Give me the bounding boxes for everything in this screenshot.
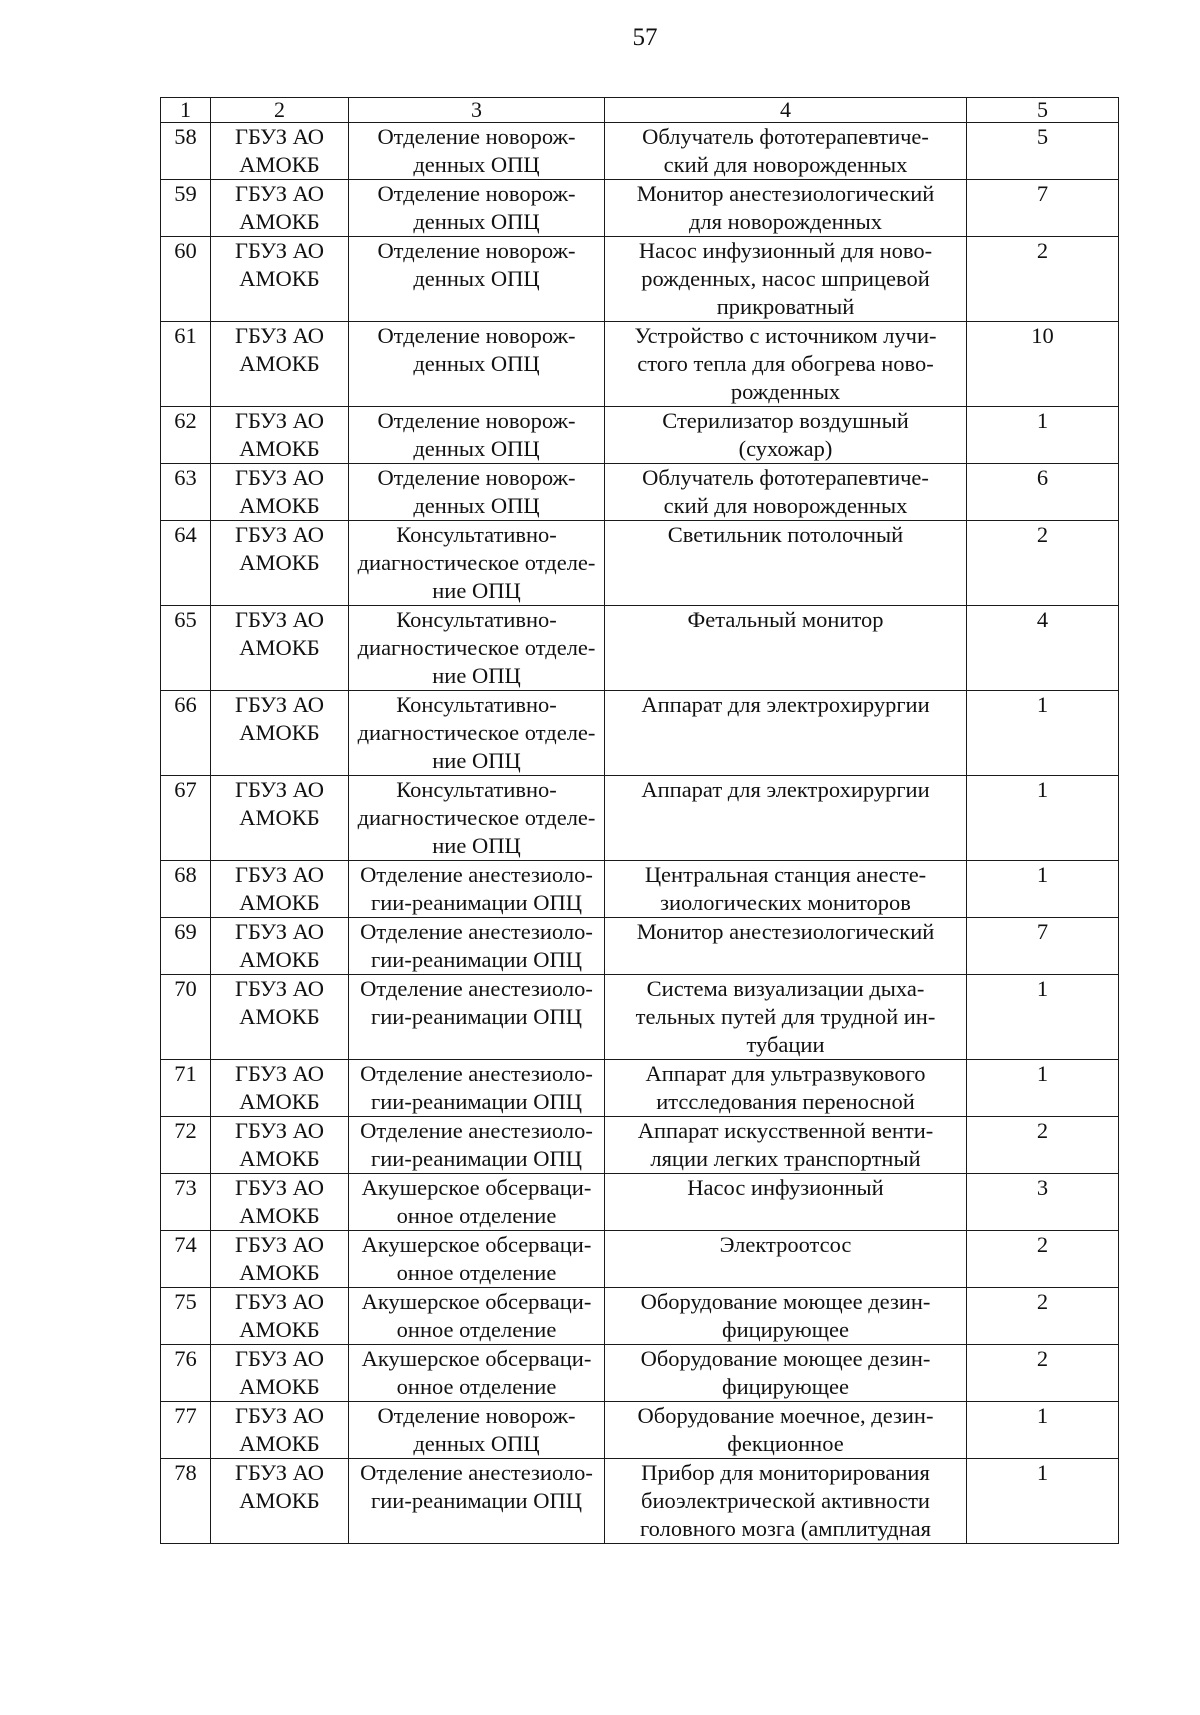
organization-cell: [211, 918, 349, 975]
equipment-line: Оборудование моющее дезин-: [640, 1289, 931, 1314]
department-cell: [349, 1288, 605, 1345]
column-header: 4: [605, 98, 967, 123]
equipment-line: Прибор для мониторирования: [641, 1460, 930, 1485]
department-cell: [349, 1060, 605, 1117]
equipment-cell: [605, 123, 967, 180]
quantity-cell: 3: [967, 1174, 1119, 1231]
organization-line: АМОКБ: [239, 1374, 320, 1399]
organization-line: ГБУЗ АО: [234, 1403, 325, 1428]
department-cell: [349, 606, 605, 691]
department-line: онное отделение: [396, 1260, 557, 1285]
organization-cell: [211, 1174, 349, 1231]
organization-cell: [211, 1117, 349, 1174]
equipment-line: Насос инфузионный: [687, 1175, 884, 1200]
department-line: Отделение новорож-: [377, 181, 576, 206]
department-line: гии-реанимации ОПЦ: [371, 1004, 582, 1029]
row-number-cell: 72: [161, 1117, 211, 1174]
equipment-line: головного мозга (амплитудная: [640, 1516, 931, 1541]
table-row: [161, 691, 1119, 776]
organization-line: АМОКБ: [239, 1431, 320, 1456]
organization-line: ГБУЗ АО: [234, 522, 325, 547]
organization-cell: [211, 975, 349, 1060]
table-row: [161, 1345, 1119, 1402]
department-line: ние ОПЦ: [432, 578, 521, 603]
organization-line: ГБУЗ АО: [234, 919, 325, 944]
table-row: [161, 1060, 1119, 1117]
row-number-cell: 63: [161, 464, 211, 521]
equipment-cell: [605, 322, 967, 407]
department-cell: [349, 237, 605, 322]
table-row: [161, 1231, 1119, 1288]
department-cell: [349, 918, 605, 975]
organization-cell: [211, 861, 349, 918]
equipment-cell: [605, 1060, 967, 1117]
equipment-cell: [605, 606, 967, 691]
column-header: 3: [349, 98, 605, 123]
equipment-cell: [605, 464, 967, 521]
table-row: [161, 776, 1119, 861]
quantity-cell: 2: [967, 521, 1119, 606]
organization-line: ГБУЗ АО: [234, 1061, 325, 1086]
equipment-line: ский для новорожденных: [663, 493, 908, 518]
equipment-cell: [605, 1345, 967, 1402]
department-line: Отделение новорож-: [377, 1403, 576, 1428]
department-line: ние ОПЦ: [432, 833, 521, 858]
table-header-row: [161, 98, 1119, 123]
organization-line: ГБУЗ АО: [234, 1118, 325, 1143]
table-body: [161, 123, 1119, 1544]
column-header: 2: [211, 98, 349, 123]
organization-line: АМОКБ: [239, 947, 320, 972]
organization-line: ГБУЗ АО: [234, 323, 325, 348]
organization-line: ГБУЗ АО: [234, 238, 325, 263]
equipment-line: ский для новорожденных: [663, 152, 908, 177]
department-line: гии-реанимации ОПЦ: [371, 1146, 582, 1171]
table-row: [161, 1117, 1119, 1174]
equipment-line: Фетальный монитор: [687, 607, 884, 632]
table-row: [161, 237, 1119, 322]
department-line: ние ОПЦ: [432, 663, 521, 688]
organization-cell: [211, 1345, 349, 1402]
equipment-line: Светильник потолочный: [667, 522, 904, 547]
row-number-cell: 67: [161, 776, 211, 861]
organization-line: АМОКБ: [239, 805, 320, 830]
organization-line: АМОКБ: [239, 1317, 320, 1342]
department-cell: [349, 1174, 605, 1231]
row-number-cell: 73: [161, 1174, 211, 1231]
department-cell: [349, 521, 605, 606]
equipment-line: Оборудование моечное, дезин-: [637, 1403, 934, 1428]
equipment-cell: [605, 407, 967, 464]
row-number-cell: 62: [161, 407, 211, 464]
equipment-line: фекционное: [727, 1431, 844, 1456]
department-line: Отделение анестезиоло-: [360, 1118, 593, 1143]
table-row: [161, 521, 1119, 606]
quantity-cell: 2: [967, 1231, 1119, 1288]
organization-cell: [211, 407, 349, 464]
department-line: онное отделение: [396, 1203, 557, 1228]
organization-cell: [211, 1288, 349, 1345]
row-number-cell: 65: [161, 606, 211, 691]
quantity-cell: 1: [967, 975, 1119, 1060]
quantity-cell: 2: [967, 1345, 1119, 1402]
department-line: денных ОПЦ: [413, 493, 540, 518]
table-row: [161, 1174, 1119, 1231]
organization-line: АМОКБ: [239, 266, 320, 291]
department-line: диагностическое отделе-: [357, 550, 596, 575]
department-line: Отделение анестезиоло-: [360, 1061, 593, 1086]
organization-line: АМОКБ: [239, 550, 320, 575]
table-row: [161, 1402, 1119, 1459]
row-number-cell: 66: [161, 691, 211, 776]
column-header: 1: [161, 98, 211, 123]
department-line: Отделение анестезиоло-: [360, 1460, 593, 1485]
quantity-cell: 2: [967, 1117, 1119, 1174]
organization-line: ГБУЗ АО: [234, 181, 325, 206]
equipment-cell: [605, 1288, 967, 1345]
equipment-cell: [605, 1231, 967, 1288]
department-cell: [349, 1402, 605, 1459]
equipment-line: Облучатель фототерапевтиче-: [642, 124, 929, 149]
department-line: Отделение новорож-: [377, 323, 576, 348]
department-cell: [349, 1117, 605, 1174]
equipment-cell: [605, 1174, 967, 1231]
department-line: гии-реанимации ОПЦ: [371, 1089, 582, 1114]
equipment-line: Аппарат для электрохирургии: [641, 692, 930, 717]
row-number-cell: 59: [161, 180, 211, 237]
organization-cell: [211, 180, 349, 237]
department-line: диагностическое отделе-: [357, 805, 596, 830]
department-cell: [349, 776, 605, 861]
department-line: диагностическое отделе-: [357, 635, 596, 660]
organization-line: АМОКБ: [239, 720, 320, 745]
organization-line: АМОКБ: [239, 436, 320, 461]
equipment-table: [160, 97, 1119, 1544]
equipment-cell: [605, 691, 967, 776]
equipment-cell: [605, 237, 967, 322]
quantity-cell: 2: [967, 1288, 1119, 1345]
equipment-line: Насос инфузионный для ново-: [638, 238, 933, 263]
row-number-cell: 58: [161, 123, 211, 180]
equipment-cell: [605, 776, 967, 861]
equipment-line: (сухожар): [738, 436, 833, 461]
department-line: гии-реанимации ОПЦ: [371, 890, 582, 915]
equipment-line: итсследования переносной: [656, 1089, 915, 1114]
table-row: [161, 407, 1119, 464]
organization-cell: [211, 464, 349, 521]
equipment-line: ляции легких транспортный: [650, 1146, 921, 1171]
quantity-cell: 1: [967, 1060, 1119, 1117]
row-number-cell: 74: [161, 1231, 211, 1288]
department-line: Отделение анестезиоло-: [360, 862, 593, 887]
department-line: онное отделение: [396, 1317, 557, 1342]
department-cell: [349, 1231, 605, 1288]
organization-line: АМОКБ: [239, 152, 320, 177]
organization-cell: [211, 606, 349, 691]
quantity-cell: 4: [967, 606, 1119, 691]
row-number-cell: 64: [161, 521, 211, 606]
equipment-line: Электроотсос: [719, 1232, 852, 1257]
page-number: 57: [632, 24, 658, 51]
department-cell: [349, 464, 605, 521]
organization-line: АМОКБ: [239, 1146, 320, 1171]
column-header: 5: [967, 98, 1119, 123]
quantity-cell: 1: [967, 776, 1119, 861]
table-row: [161, 975, 1119, 1060]
equipment-line: рожденных: [730, 379, 841, 404]
organization-line: АМОКБ: [239, 1089, 320, 1114]
equipment-line: тубации: [746, 1032, 825, 1057]
organization-cell: [211, 123, 349, 180]
department-line: Отделение новорож-: [377, 465, 576, 490]
quantity-cell: 1: [967, 1402, 1119, 1459]
department-line: Акушерское обсерваци-: [361, 1289, 592, 1314]
organization-line: ГБУЗ АО: [234, 124, 325, 149]
department-line: Консультативно-: [396, 607, 557, 632]
organization-line: ГБУЗ АО: [234, 1175, 325, 1200]
equipment-line: биоэлектрической активности: [641, 1488, 930, 1513]
organization-line: АМОКБ: [239, 635, 320, 660]
department-cell: [349, 1345, 605, 1402]
organization-cell: [211, 237, 349, 322]
equipment-line: прикроватный: [716, 294, 855, 319]
equipment-cell: [605, 1459, 967, 1544]
department-line: Акушерское обсерваци-: [361, 1232, 592, 1257]
organization-line: ГБУЗ АО: [234, 607, 325, 632]
equipment-line: Аппарат искусственной венти-: [637, 1118, 934, 1143]
equipment-line: Оборудование моющее дезин-: [640, 1346, 931, 1371]
equipment-cell: [605, 521, 967, 606]
department-cell: [349, 691, 605, 776]
organization-line: ГБУЗ АО: [234, 1460, 325, 1485]
organization-line: ГБУЗ АО: [234, 692, 325, 717]
row-number-cell: 68: [161, 861, 211, 918]
table-row: [161, 322, 1119, 407]
department-cell: [349, 180, 605, 237]
department-cell: [349, 861, 605, 918]
equipment-cell: [605, 918, 967, 975]
department-cell: [349, 322, 605, 407]
department-line: диагностическое отделе-: [357, 720, 596, 745]
department-line: денных ОПЦ: [413, 351, 540, 376]
organization-line: ГБУЗ АО: [234, 862, 325, 887]
quantity-cell: 1: [967, 1459, 1119, 1544]
equipment-line: Система визуализации дыха-: [646, 976, 925, 1001]
equipment-cell: [605, 1402, 967, 1459]
row-number-cell: 69: [161, 918, 211, 975]
quantity-cell: 10: [967, 322, 1119, 407]
row-number-cell: 61: [161, 322, 211, 407]
equipment-line: Стерилизатор воздушный: [662, 408, 909, 433]
organization-line: АМОКБ: [239, 1004, 320, 1029]
department-line: Отделение анестезиоло-: [360, 976, 593, 1001]
quantity-cell: 7: [967, 918, 1119, 975]
row-number-cell: 78: [161, 1459, 211, 1544]
table-row: [161, 861, 1119, 918]
organization-cell: [211, 1060, 349, 1117]
quantity-cell: 1: [967, 691, 1119, 776]
equipment-line: тельных путей для трудной ин-: [635, 1004, 936, 1029]
equipment-cell: [605, 861, 967, 918]
organization-line: ГБУЗ АО: [234, 1346, 325, 1371]
department-line: гии-реанимации ОПЦ: [371, 1488, 582, 1513]
department-line: онное отделение: [396, 1374, 557, 1399]
organization-line: АМОКБ: [239, 351, 320, 376]
department-line: Отделение новорож-: [377, 124, 576, 149]
table-row: [161, 1459, 1119, 1544]
quantity-cell: 2: [967, 237, 1119, 322]
department-line: денных ОПЦ: [413, 152, 540, 177]
row-number-cell: 60: [161, 237, 211, 322]
row-number-cell: 71: [161, 1060, 211, 1117]
table-row: [161, 123, 1119, 180]
organization-cell: [211, 1459, 349, 1544]
equipment-line: Монитор анестезиологический: [636, 919, 935, 944]
quantity-cell: 7: [967, 180, 1119, 237]
department-cell: [349, 1459, 605, 1544]
organization-line: ГБУЗ АО: [234, 976, 325, 1001]
department-line: Консультативно-: [396, 522, 557, 547]
table-row: [161, 606, 1119, 691]
equipment-line: фицирующее: [721, 1317, 849, 1342]
equipment-line: рожденных, насос шприцевой: [641, 266, 930, 291]
department-line: ние ОПЦ: [432, 748, 521, 773]
department-line: денных ОПЦ: [413, 266, 540, 291]
department-line: Консультативно-: [396, 777, 557, 802]
organization-cell: [211, 776, 349, 861]
organization-line: ГБУЗ АО: [234, 1289, 325, 1314]
row-number-cell: 70: [161, 975, 211, 1060]
organization-line: АМОКБ: [239, 890, 320, 915]
equipment-line: фицирующее: [721, 1374, 849, 1399]
department-cell: [349, 123, 605, 180]
quantity-cell: 6: [967, 464, 1119, 521]
equipment-line: зиологических мониторов: [660, 890, 911, 915]
equipment-line: Центральная станция анесте-: [644, 862, 927, 887]
table-row: [161, 464, 1119, 521]
row-number-cell: 77: [161, 1402, 211, 1459]
organization-line: АМОКБ: [239, 493, 320, 518]
organization-line: ГБУЗ АО: [234, 465, 325, 490]
organization-cell: [211, 1402, 349, 1459]
quantity-cell: 1: [967, 407, 1119, 464]
row-number-cell: 76: [161, 1345, 211, 1402]
department-line: Отделение новорож-: [377, 408, 576, 433]
organization-cell: [211, 521, 349, 606]
quantity-cell: 5: [967, 123, 1119, 180]
equipment-line: Устройство с источником лучи-: [634, 323, 937, 348]
department-cell: [349, 975, 605, 1060]
equipment-line: Облучатель фототерапевтиче-: [642, 465, 929, 490]
department-line: Отделение новорож-: [377, 238, 576, 263]
organization-line: АМОКБ: [239, 1260, 320, 1285]
equipment-line: Аппарат для ультразвукового: [645, 1061, 926, 1086]
organization-line: ГБУЗ АО: [234, 1232, 325, 1257]
department-line: Акушерское обсерваци-: [361, 1346, 592, 1371]
organization-line: АМОКБ: [239, 1488, 320, 1513]
equipment-line: стого тепла для обогрева ново-: [637, 351, 934, 376]
department-line: Консультативно-: [396, 692, 557, 717]
organization-cell: [211, 322, 349, 407]
organization-cell: [211, 1231, 349, 1288]
department-line: Отделение анестезиоло-: [360, 919, 593, 944]
organization-line: ГБУЗ АО: [234, 408, 325, 433]
organization-line: АМОКБ: [239, 1203, 320, 1228]
table-row: [161, 918, 1119, 975]
equipment-cell: [605, 1117, 967, 1174]
equipment-line: Монитор анестезиологический: [636, 181, 935, 206]
quantity-cell: 1: [967, 861, 1119, 918]
organization-line: ГБУЗ АО: [234, 777, 325, 802]
table-row: [161, 180, 1119, 237]
department-line: денных ОПЦ: [413, 436, 540, 461]
equipment-line: для новорожденных: [688, 209, 883, 234]
equipment-line: Аппарат для электрохирургии: [641, 777, 930, 802]
department-cell: [349, 407, 605, 464]
department-line: денных ОПЦ: [413, 209, 540, 234]
organization-cell: [211, 691, 349, 776]
equipment-cell: [605, 975, 967, 1060]
department-line: Акушерское обсерваци-: [361, 1175, 592, 1200]
department-line: денных ОПЦ: [413, 1431, 540, 1456]
organization-line: АМОКБ: [239, 209, 320, 234]
department-line: гии-реанимации ОПЦ: [371, 947, 582, 972]
table-row: [161, 1288, 1119, 1345]
equipment-cell: [605, 180, 967, 237]
row-number-cell: 75: [161, 1288, 211, 1345]
